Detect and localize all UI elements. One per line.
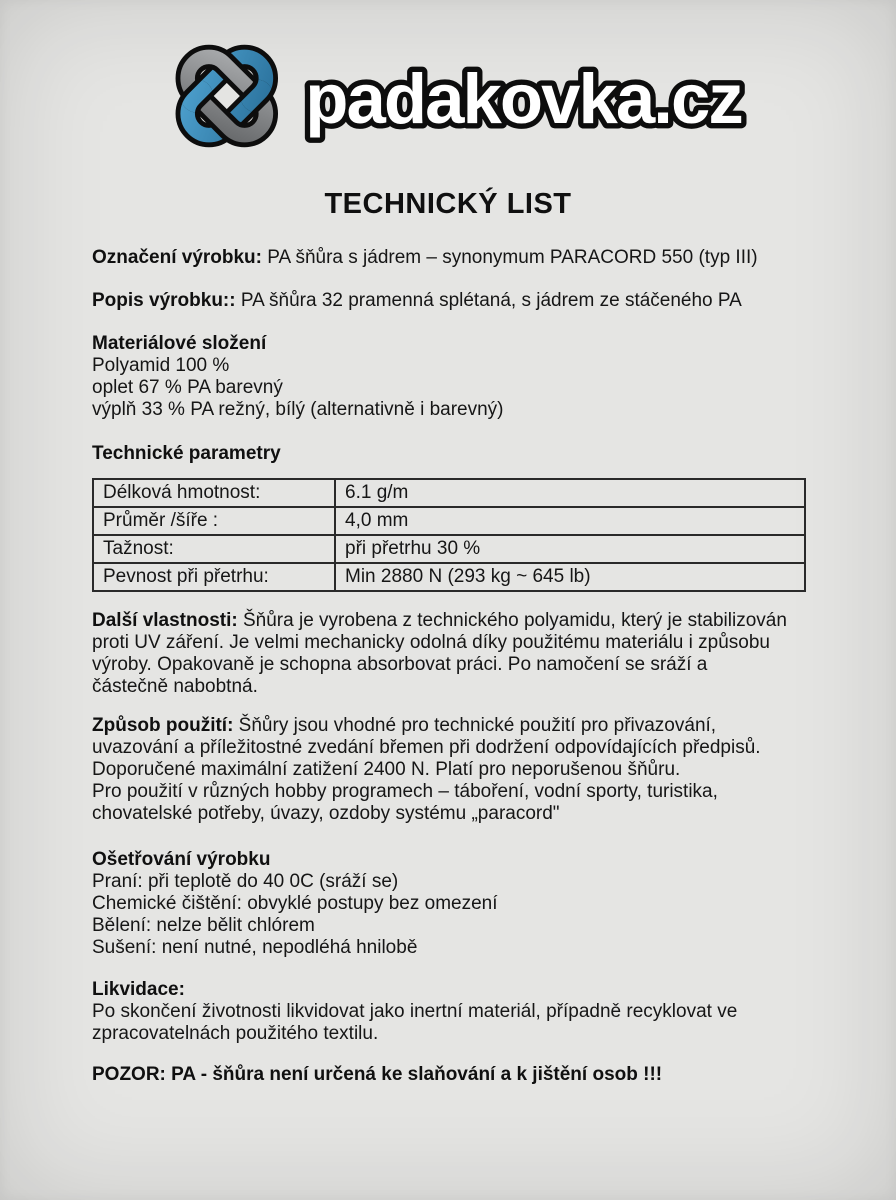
product-designation-value: PA šňůra s jádrem – synonymum PARACORD 550 (typ III): [262, 247, 758, 268]
param-value-cell: Min 2880 N (293 kg ~ 645 lb): [335, 563, 805, 591]
material-composition-section: [92, 333, 808, 421]
care-line: Sušení: není nutné, nepodléhá hnilobě: [92, 937, 418, 958]
usage-section: [92, 715, 808, 825]
usage-label: Způsob použití:: [92, 715, 234, 736]
param-value-cell: 4,0 mm: [335, 507, 805, 535]
disposal-line: Po skončení životnosti likvidovat jako inertní materiál, případně recyklovat ve: [92, 1001, 738, 1022]
other-properties-line: částečně nabobtná.: [92, 676, 258, 697]
param-value-cell: 6.1 g/m: [335, 479, 805, 507]
table-row: [93, 535, 805, 563]
disposal-section: [92, 979, 808, 1045]
page-title: TECHNICKÝ LIST: [324, 188, 572, 220]
care-line: Bělení: nelze bělit chlórem: [92, 915, 315, 936]
usage-line: Doporučené maximální zatižení 2400 N. Platí pro neporušenou šňůru.: [92, 759, 681, 780]
product-designation: [92, 247, 808, 269]
product-description: [92, 290, 808, 312]
brand-wordmark: padakovka.cz: [305, 59, 742, 139]
param-name-cell: Pevnost při přetrhu:: [93, 563, 335, 591]
table-row: [93, 563, 805, 591]
param-name-cell: Průměr /šíře :: [93, 507, 335, 535]
technical-parameters-heading-block: [92, 443, 808, 465]
material-line: Polyamid 100 %: [92, 355, 230, 376]
technical-parameters-heading: Technické parametry: [92, 443, 281, 464]
care-line: Chemické čištění: obvyklé postupy bez omezení: [92, 893, 498, 914]
logo: [158, 0, 778, 162]
other-properties-line: Šňůra je vyrobena z technického polyamidu, který je stabilizován: [237, 610, 787, 631]
knot-icon: [179, 48, 275, 144]
other-properties-section: [92, 610, 808, 698]
warning-text: POZOR: PA - šňůra není určená ke slaňování a k jištění osob !!!: [92, 1064, 663, 1085]
product-description-label: Popis výrobku::: [92, 290, 236, 311]
logo-graphic: [158, 30, 778, 162]
usage-line: Pro použití v různých hobby programech – táboření, vodní sporty, turistika,: [92, 781, 718, 802]
product-description-value: PA šňůra 32 pramenná splétaná, s jádrem ze stáčeného PA: [235, 290, 742, 311]
other-properties-label: Další vlastnosti:: [92, 610, 238, 631]
care-section: [92, 849, 808, 959]
other-properties-line: proti UV záření. Je velmi mechanicky odolná díky použitému materiálu i způsobu: [92, 632, 770, 653]
disposal-line: zpracovatelnách použitého textilu.: [92, 1023, 379, 1044]
care-line: Praní: při teplotě do 40 0C (sráží se): [92, 871, 399, 892]
table-row: [93, 479, 805, 507]
param-name-cell: Délková hmotnost:: [93, 479, 335, 507]
table-row: [93, 507, 805, 535]
product-designation-label: Označení výrobku:: [92, 247, 262, 268]
usage-line: uvazování a příležitostné zvedání břemen při dodržení odpovídajících předpisů.: [92, 737, 761, 758]
technical-parameters-table: [92, 478, 806, 592]
usage-line: Šňůry jsou vhodné pro technické použití pro přivazování,: [233, 715, 717, 736]
disposal-heading: Likvidace:: [92, 979, 185, 1000]
usage-line: chovatelské potřeby, úvazy, ozdoby systému „paracord": [92, 803, 560, 824]
param-value-cell: při přetrhu 30 %: [335, 535, 805, 563]
material-composition-heading: Materiálové složení: [92, 333, 267, 354]
material-line: oplet 67 % PA barevný: [92, 377, 283, 398]
other-properties-line: výroby. Opakovaně je schopna absorbovat práci. Po namočení se sráží a: [92, 654, 708, 675]
care-heading: Ošetřování výrobku: [92, 849, 271, 870]
warning-section: [92, 1064, 808, 1086]
document-body: [0, 221, 896, 1086]
param-name-cell: Tažnost:: [93, 535, 335, 563]
material-line: výplň 33 % PA režný, bílý (alternativně i barevný): [92, 399, 504, 420]
